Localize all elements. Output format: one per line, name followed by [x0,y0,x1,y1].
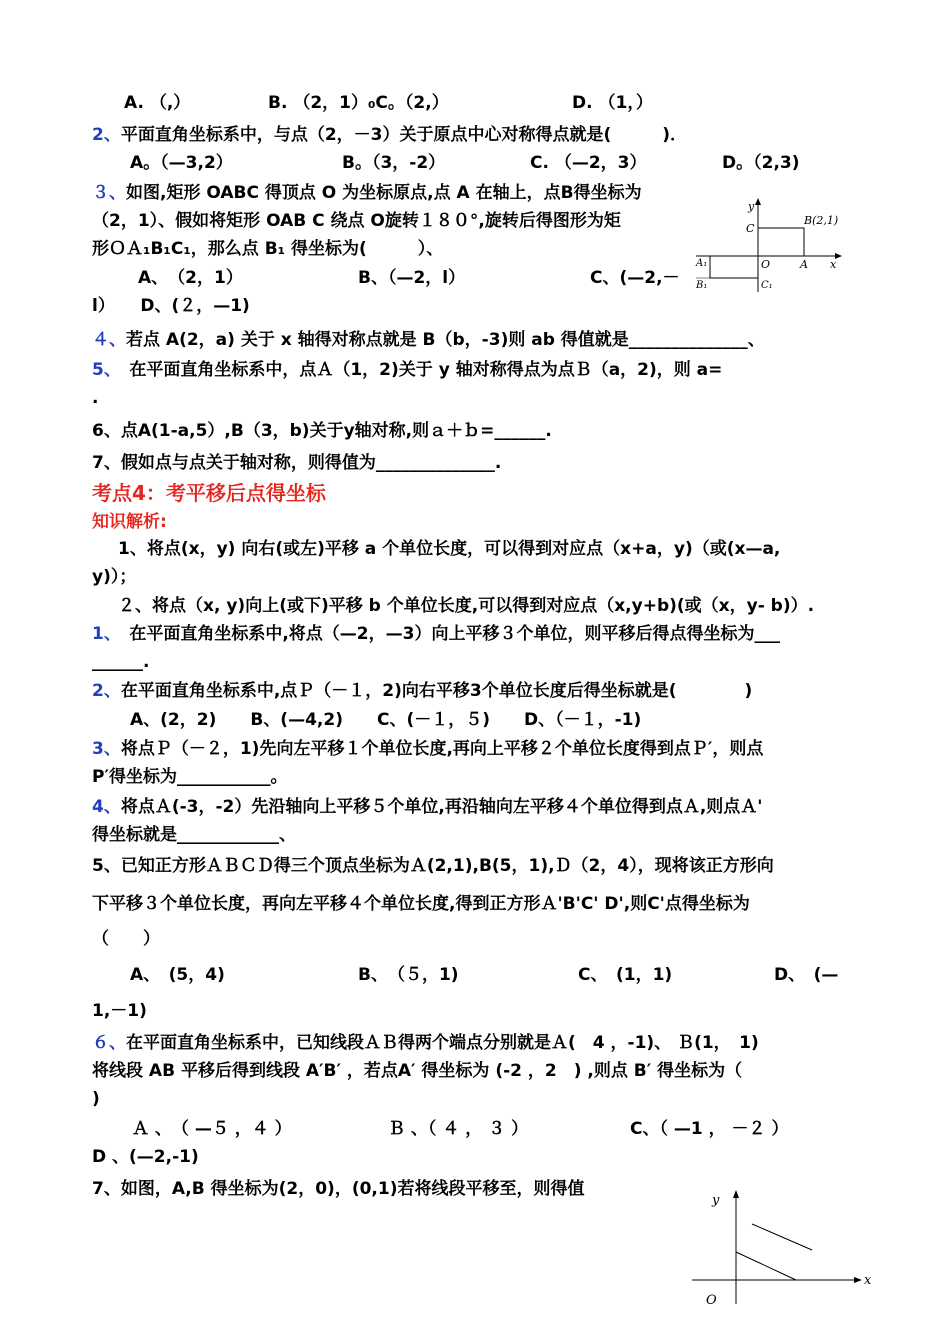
text-line [92,680,752,702]
question-number: 4、 [92,797,121,817]
text-line [92,1032,759,1054]
line-text: P′得坐标为___________。 [92,767,288,787]
line-text: 得坐标就是____________、 [92,825,296,845]
fig1-label-a: A [800,258,808,271]
figure-rectangle-rotation [690,196,850,296]
fig1-label-o: O [761,258,771,271]
line-text: D 、(—2,-1) [92,1147,199,1167]
fig1-label-a1: A₁ [696,258,708,269]
text-line [92,651,149,673]
text-line [92,1178,584,1200]
line-text: A、 (5，4) [130,965,225,985]
line-text: D、 (— [774,965,839,985]
text-line [118,538,780,560]
line-text: Ａ 、 （ —５ ，４ ） [132,1119,292,1139]
text-line [572,92,653,114]
text-line [358,964,459,986]
text-line [92,738,763,760]
line-text: 若点 A(2，a) 关于 x 轴得对称点就是 B（b，-3)则 ab 得值就是______________、 [126,330,765,350]
line-text: 5、已知正方形ＡＢＣＤ得三个顶点坐标为Ａ(2,1),B(5，1),Ｄ（2，4），现将该正方形向 [92,856,774,876]
line-text: C、 (1，1) [578,965,673,985]
text-line [132,1118,292,1140]
section-heading: 知识解析: [92,512,167,532]
text-line [92,928,160,950]
line-text: 在平面直角坐标系中,将点（—2，—3）向上平移３个单位，则平移后得点得坐标为___ [112,624,780,644]
text-line [118,595,814,617]
line-text: （2，1）、假如将矩形 OAB C 绕点 O旋转１８０°,旋转后得图形为矩 [92,211,621,231]
section-heading: 考点4：考平移后点得坐标 [92,481,326,505]
fig1-label-y: y [748,200,755,213]
text-line [342,152,445,174]
text-line [578,964,672,986]
question-number: 3、 [92,739,121,759]
line-text: A、 （2，1） [138,268,243,288]
text-line [530,152,647,174]
line-text: ２、将点（x, y)向上(或下)平移 b 个单位长度,可以得到对应点（x,y+b)(或（x，y- b)）. [118,596,815,616]
text-line [92,295,250,317]
text-line [92,511,167,533]
line-text: 1、将点(x，y) 向右(或左)平移 a 个单位长度，可以得到对应点（x+a，y)（或(x—a, [118,539,781,559]
line-text: 在平面直角坐标系中，已知线段ＡＢ得两个端点分别就是Ａ( 4 ，-1)、 Ｂ(1， 1) [126,1033,759,1053]
text-line [92,566,136,588]
line-text: ) [92,1089,100,1109]
text-line [774,964,838,986]
line-text: 6、点A(1-a,5）,B（3，b)关于y轴对称,则ａ＋ｂ=______. [92,421,552,441]
line-text: Ｂ 、（ ４ ， ３ ） [388,1119,529,1139]
text-line [630,1118,788,1140]
line-text: 形ＯＡ₁B₁C₁，那么点 B₁ 得坐标为( ）、 [92,239,444,259]
line-text: 在平面直角坐标系中，点Ａ（1，2)关于 y 轴对称得点为点Ｂ（a，2)，则 a= [112,360,723,380]
line-text: B。（3，-2） [342,153,446,173]
fig1-label-b: B(2,1) [804,214,839,227]
text-line [92,420,552,442]
line-text: B、（—2，l） [358,268,466,288]
question-number: 1、 [92,624,113,644]
text-line [92,855,774,877]
line-text: A、(2，2) B、(—4,2) C、(－１，５) D、（－１，-1) [130,710,642,730]
line-text: 1,－1) [92,1001,147,1021]
line-text: y)）； [92,567,137,587]
text-line [92,824,296,846]
text-line [92,238,443,260]
text-line [92,1000,147,1022]
line-text: ______. [92,652,150,672]
fig2-label-x: x [864,1273,872,1288]
text-line [722,152,800,174]
fig1-label-c: C [746,222,755,235]
text-line [92,359,722,381]
line-text: 7、如图，A,B 得坐标为(2，0)，(0,1)若将线段平移至，则得值 [92,1179,585,1199]
line-text: 将线段 AB 平移后得到线段 A′B′ ，若点A′ 得坐标为 (-2 ，2 ) ,则点 B′ 得坐标为（ [92,1061,743,1081]
line-text: D. （1，） [572,93,653,113]
text-line [92,796,763,818]
text-line [124,92,190,114]
text-line [130,709,641,731]
line-text: 下平移３个单位长度，再向左平移４个单位长度,得到正方形Ａ'B'C' D',则C'点得坐标为 [92,894,750,914]
line-text: 将点Ａ(-3，-2）先沿轴向上平移５个单位,再沿轴向左平移４个单位得到点Ａ,则点Ａ' [120,797,763,817]
text-line [92,452,501,474]
text-line [358,267,465,289]
text-line [92,210,621,232]
figure-segment-translation [690,1186,890,1312]
line-text: 将点Ｐ（－２，1)先向左平移１个单位长度,再向上平移２个单位长度得到点Ｐ′，则点 [120,739,764,759]
line-text: A. （,） [124,93,191,113]
text-line [138,267,243,289]
question-number: 5、 [92,360,113,380]
text-line [130,964,225,986]
line-text: A。（—3,2） [130,153,233,173]
text-line [130,152,233,174]
line-text: C. （—2，3） [530,153,647,173]
line-text: D。（2,3) [722,153,800,173]
text-line [92,387,98,409]
fig2-label-o: O [706,1293,717,1308]
text-line [92,1060,742,1082]
line-text: 如图,矩形 OABC 得顶点 O 为坐标原点,点 A 在轴上，点B得坐标为 [126,183,642,203]
line-text: B、 （５，1) [358,965,459,985]
question-number: 2、 [92,681,121,701]
line-text: C、（ —1 ， －２ ） [630,1119,789,1139]
text-line [268,92,449,114]
text-line [92,1088,100,1110]
line-text: 平面直角坐标系中，与点（2，－3）关于原点中心对称得点就是( )． [120,125,688,145]
line-text: 在平面直角坐标系中,点Ｐ（－１，2)向右平移3个单位长度后得坐标就是( ) [120,681,753,701]
line-text: . [92,388,99,408]
line-text: （ ） [92,929,160,949]
line-text: B. （2，1）₀C。（2,） [268,93,449,113]
text-line [92,124,687,146]
fig2-label-y: y [712,1193,720,1208]
text-line [92,623,780,645]
text-line [92,329,765,351]
question-number: ４、 [92,330,126,350]
fig1-label-b1: B₁ [696,280,708,291]
text-line [92,482,326,504]
text-line [92,766,287,788]
text-line [92,1146,199,1168]
line-text: C、(—2,－ [590,268,680,288]
text-line [92,893,750,915]
question-number: ３、 [92,183,126,203]
text-line [92,182,642,204]
fig1-label-x: x [830,258,837,271]
question-number: 2、 [92,125,121,145]
text-line [590,267,680,289]
text-line [388,1118,528,1140]
line-text: l） D、(２，—1) [92,296,250,316]
question-number: ６、 [92,1033,126,1053]
fig1-label-c1: C₁ [761,280,773,291]
line-text: 7、假如点与点关于轴对称，则得值为______________. [92,453,502,473]
